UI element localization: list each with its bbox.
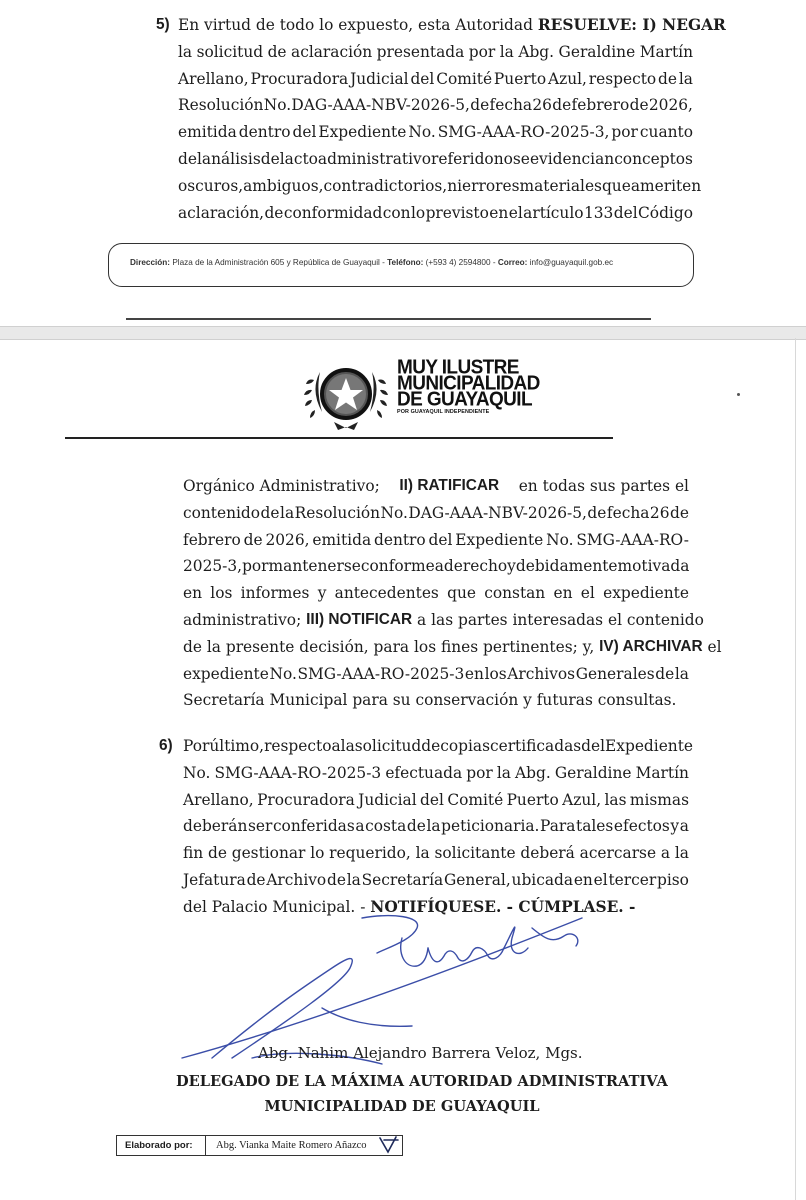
text-line: administrativo; III) NOTIFICAR a las partes interesadas el contenido xyxy=(183,610,704,629)
header-rule xyxy=(65,437,613,439)
initials-check-icon xyxy=(378,1134,402,1156)
text-line: No. SMG-AAA-RO-2025-3 efectuada por la Abg. Geraldine Martín xyxy=(183,763,689,782)
text-line: fin de gestionar lo requerido, la solicitante deberá acercarse a la xyxy=(183,844,689,863)
page-footer: Dirección: Plaza de la Administración 605 y República de Guayaquil - Teléfono: (+593 4) 2594800 - Correo: info@guayaquil.gob.ec xyxy=(130,258,614,267)
elaborado-label: Elaborado por: xyxy=(117,1136,206,1155)
scan-speck xyxy=(737,393,740,396)
resolution-paragraph-5-continued xyxy=(183,473,722,714)
text-line: febrero de 2026, emitida dentro del Expediente No. SMG-AAA-RO- xyxy=(183,530,689,549)
resolution-paragraph-5 xyxy=(156,12,726,226)
text-line: Arellano, Procuradora Judicial del Comité Puerto Azul, respecto de la xyxy=(178,69,693,88)
elaborado-value: Abg. Vianka Maite Romero Añazco xyxy=(216,1140,367,1151)
item-number: 5) xyxy=(156,16,170,33)
signatory-name: Abg. Nahim Alejandro Barrera Veloz, Mgs. xyxy=(258,1044,583,1062)
signatory-title: DELEGADO DE LA MÁXIMA AUTORIDAD ADMINISTRATIVA MUNICIPALIDAD DE GUAYAQUIL xyxy=(176,1073,668,1115)
text-line: Jefatura de Archivo de la Secretaría General, ubicada en el tercer piso xyxy=(183,870,689,889)
page-break xyxy=(0,326,806,340)
text-line: aclaración, de conformidad con lo previsto en el artículo 133 del Código xyxy=(178,203,693,222)
text-line: del Palacio Municipal. - NOTIFÍQUESE. - CÚMPLASE. - xyxy=(183,897,636,916)
text-line: Por último, respecto a la solicitud de copias certificadas del Expediente xyxy=(183,737,694,755)
resolution-paragraph-6 xyxy=(159,733,694,921)
text-line: Orgánico Administrativo; II) RATIFICAR en todas sus partes el xyxy=(183,477,689,495)
footer-rule xyxy=(126,318,651,320)
text-line: contenido de la Resolución No. DAG-AAA-NBV-2026-5, de fecha 26 de xyxy=(183,503,689,522)
text-line: 2025-3, por mantenerse conforme a derecho y debidamente motivada xyxy=(183,557,690,576)
text-line: la solicitud de aclaración presentada por la Abg. Geraldine Martín xyxy=(178,42,693,61)
elaborado-por-box xyxy=(116,1135,403,1156)
page-edge xyxy=(795,338,796,1200)
text-line: emitida dentro del Expediente No. SMG-AAA-RO-2025-3, por cuanto xyxy=(178,123,693,142)
item-number: 6) xyxy=(159,737,173,754)
text-line: Secretaría Municipal para su conservación y futuras consultas. xyxy=(183,691,677,710)
text-line: en los informes y antecedentes que constan en el expediente xyxy=(183,584,689,603)
text-line: Arellano, Procuradora Judicial del Comité Puerto Azul, las mismas xyxy=(183,790,689,809)
text-line: deberán ser conferidas a costa de la peticionaria. Para tales efectos y a xyxy=(183,817,689,836)
text-line: oscuros, ambiguos, contradictorios, ni errores materiales que ameriten xyxy=(178,176,702,195)
text-line: de la presente decisión, para los fines pertinentes; y, IV) ARCHIVAR el xyxy=(183,637,722,656)
text-line: En virtud de todo lo expuesto, esta Autoridad RESUELVE: I) NEGAR xyxy=(178,16,726,34)
text-line: expediente No. SMG-AAA-RO-2025-3 en los Archivos Generales de la xyxy=(183,664,689,683)
text-line: del análisis del acto administrativo referido no se evidencian conceptos xyxy=(178,149,693,168)
municipality-logo: MUY ILUSTRE MUNICIPALIDAD DE GUAYAQUIL POR GUAYAQUIL INDEPENDIENTE xyxy=(397,356,540,415)
municipal-emblem-icon xyxy=(296,350,396,438)
text-line: Resolución No. DAG-AAA-NBV-2026-5, de fecha 26 de febrero de 2026, xyxy=(178,96,693,115)
